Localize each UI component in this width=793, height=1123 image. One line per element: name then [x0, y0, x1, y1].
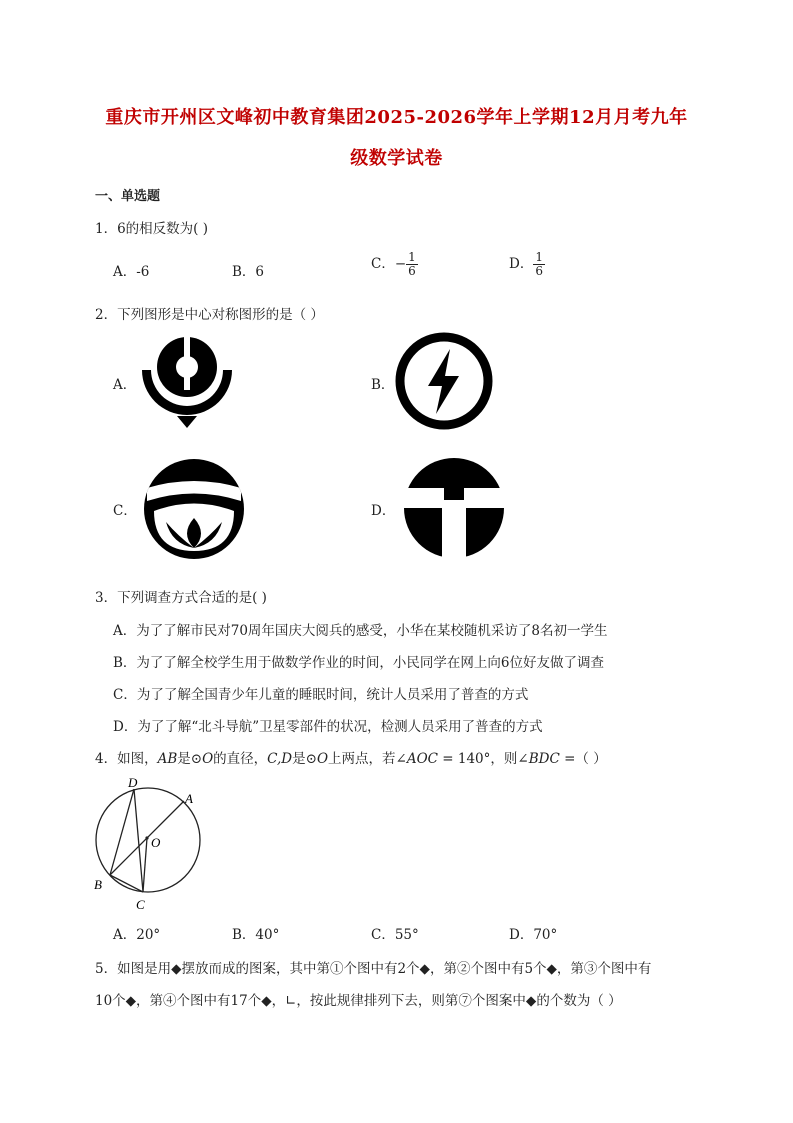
q5-stem-line1: 5．如图是用◆摆放而成的图案，其中第①个图中有2个◆，第②个图中有5个◆，第③个图中有: [95, 961, 652, 977]
q2-figure-b: [395, 332, 493, 430]
q1-option-d: [509, 251, 545, 278]
q4-label-o: O: [151, 835, 161, 850]
q4-stem-part: 是⊙: [292, 751, 317, 767]
page-title-line1: 重庆市开州区文峰初中教育集团2025-2026学年上学期12月月考九年: [105, 107, 688, 128]
q4-stem: [95, 747, 607, 767]
q1-option-a: A．-6: [113, 264, 150, 280]
q2-stem: 2．下列图形是中心对称图形的是（ ）: [95, 307, 324, 323]
q2-option-b-label: B．: [371, 377, 395, 393]
q4-circle-figure: [88, 775, 208, 915]
q1-option-d-label: D．: [509, 256, 534, 272]
q4-stem-part: 的直径，: [213, 751, 268, 767]
q4-circle-o: O: [316, 751, 329, 767]
q2-option-c-label: C．: [113, 503, 137, 519]
q4-label-b: B: [94, 877, 102, 892]
q3-option-a: A．为了了解市民对70周年国庆大阅兵的感受，小华在某校随机采访了8名初一学生: [113, 623, 608, 639]
q2-option-a-label: A．: [113, 377, 137, 393]
q2-option-d-label: D．: [371, 503, 396, 519]
q4-option-a: A．20°: [113, 927, 161, 943]
q4-angle-bdc: BDC: [528, 751, 560, 767]
q4-label-d: D: [128, 775, 138, 790]
fraction-numerator: 1: [535, 250, 543, 264]
q4-segment-ab: AB: [157, 751, 178, 767]
q3-option-b: B．为了了解全校学生用于做数学作业的时间，小民同学在网上向6位好友做了调查: [113, 655, 605, 671]
q4-stem-part: 是⊙: [177, 751, 203, 767]
q3-option-c: C．为了了解全国青少年儿童的睡眠时间，统计人员采用了普查的方式: [113, 687, 529, 703]
q4-option-d: D．70°: [509, 927, 558, 943]
fraction-numerator: 1: [408, 250, 416, 264]
q5-stem-line2: 10个◆，第④个图中有17个◆，∟，按此规律排列下去，则第⑦个图案中◆的个数为（ ）: [95, 993, 622, 1009]
q1-option-d-fraction: [533, 251, 545, 278]
fraction-denominator: 6: [408, 264, 416, 278]
q2-figure-c: [142, 456, 246, 562]
q2-figure-a: [137, 330, 237, 430]
q4-label-a: A: [185, 791, 193, 806]
q3-stem: 3．下列调查方式合适的是( ): [95, 590, 267, 606]
q4-stem-part: = 140°，则∠: [437, 751, 529, 767]
page-title-line2: 级数学试卷: [350, 148, 443, 169]
q4-stem-part: =（ ）: [559, 751, 607, 767]
q4-stem-part: 上两点，若∠: [328, 751, 407, 767]
q4-circle-o: O: [202, 751, 214, 767]
q4-option-b: B．40°: [232, 927, 280, 943]
q4-option-c: C．55°: [371, 927, 419, 943]
fraction-denominator: 6: [535, 264, 543, 278]
q1-option-b: B．6: [232, 264, 265, 280]
q1-option-c-label: C．−: [371, 256, 407, 272]
q3-option-d: D．为了了解“北斗导航”卫星零部件的状况，检测人员采用了普查的方式: [113, 719, 543, 735]
q4-label-c: C: [136, 897, 145, 912]
section-heading: 一、单选题: [95, 189, 161, 204]
q2-figure-d: [400, 458, 508, 560]
q1-option-c-fraction: [406, 251, 418, 278]
q4-stem-part: 4．如图，: [95, 751, 158, 767]
q4-points-cd: C,D: [267, 751, 293, 767]
q4-angle-aoc: AOC: [406, 751, 438, 767]
q1-option-c: [371, 251, 418, 278]
q1-stem: 1．6的相反数为( ): [95, 221, 209, 237]
